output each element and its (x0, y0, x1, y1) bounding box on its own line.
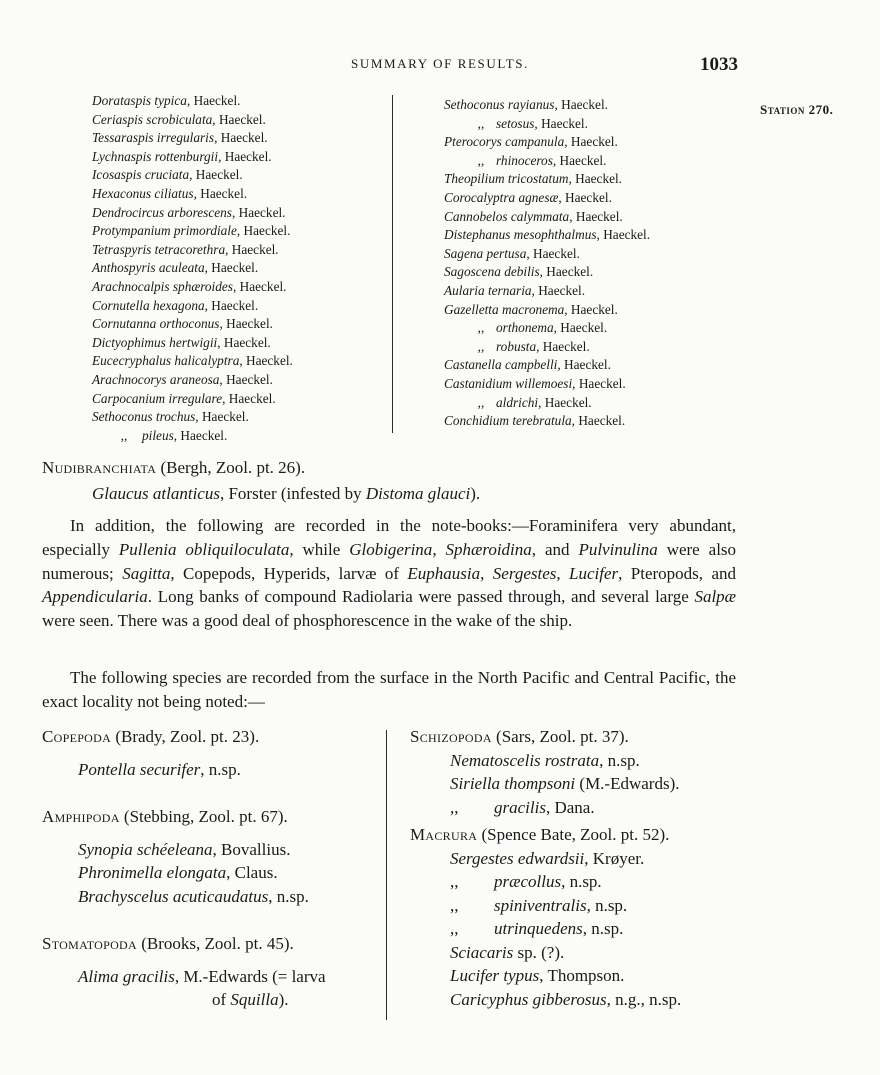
species-entry (92, 222, 293, 241)
species-entry (444, 356, 650, 375)
species-name: orthonema (496, 320, 554, 336)
species-author: , Haeckel. (526, 245, 580, 261)
species-author: , Haeckel. (536, 338, 590, 354)
ditto-mark: ,, (477, 320, 485, 336)
amphipoda-species-list (78, 838, 326, 909)
species-author: , Haeckel. (193, 185, 248, 201)
species-name: Eucecryphalus halicalyptra (92, 353, 240, 369)
species-entry (450, 917, 681, 941)
species-name: Arachnocorys araneosa (92, 371, 220, 387)
species-entry (450, 772, 681, 796)
taxon-name: Sphæroidina (445, 539, 532, 559)
species-continuation: of (212, 990, 231, 1009)
species-entry (450, 941, 681, 965)
species-entry (92, 204, 293, 223)
group-reference: (Stebbing, Zool. pt. 67). (123, 807, 288, 826)
species-tail: ). (470, 484, 481, 503)
taxon-name: Globigerina (349, 539, 433, 559)
parasite-name: Distoma glauci (365, 484, 471, 503)
species-name: gracilis (494, 797, 546, 817)
species-name: Cannobelos calymmata (444, 208, 570, 224)
species-author: , Haeckel. (553, 320, 608, 336)
species-entry (92, 185, 293, 204)
taxon-name: Euphausia (407, 563, 481, 583)
species-entry (92, 278, 293, 297)
species-author: , Haeckel. (552, 152, 607, 168)
species-name: Protympanium primordiale (92, 223, 237, 239)
species-entry (444, 189, 650, 208)
species-author: , M.-Edwards (= larva (174, 966, 326, 986)
column-divider-lower (386, 730, 387, 1020)
text-run: , (432, 539, 446, 559)
taxon-name: Lucifer (569, 563, 619, 583)
species-name: Cornutella hexagona (92, 297, 205, 313)
species-entry (92, 297, 293, 316)
species-name: Cornutanna orthoconus (92, 316, 220, 332)
ditto-mark: ,, (477, 338, 485, 354)
species-author: , Haeckel. (204, 297, 259, 313)
locality-paragraph (42, 666, 736, 714)
species-name: Aularia ternaria (444, 282, 532, 298)
species-name: Hexaconus ciliatus (92, 185, 194, 201)
species-author: , Haeckel. (186, 93, 241, 108)
species-entry (78, 838, 326, 862)
species-author: , n.sp. (561, 872, 602, 891)
species-author: , Haeckel. (219, 371, 273, 387)
species-name: Sciacaris (450, 942, 514, 962)
species-name: Icosaspis cruciata (92, 167, 190, 183)
group-reference: (Spence Bate, Zool. pt. 52). (481, 825, 670, 844)
species-author: , n.sp. (200, 759, 241, 779)
species-entry (92, 427, 293, 446)
group-name: Schizopoda (410, 727, 492, 746)
species-author: sp. (?). (513, 942, 565, 962)
species-author: , Haeckel. (239, 353, 293, 369)
species-name: præcollus (494, 872, 562, 891)
species-author: , n.sp. (582, 919, 624, 938)
species-author: , Haeckel. (569, 208, 623, 224)
text-run: , Copepods, Hyperids, larvæ of (170, 563, 408, 583)
species-name: Dorataspis typica (92, 93, 187, 108)
species-tail: ). (278, 990, 289, 1009)
species-name: Gazelletta macronema (444, 301, 565, 317)
species-author: , Haeckel. (558, 189, 612, 205)
species-name: setosus (496, 115, 535, 131)
species-entry (92, 352, 293, 371)
species-author: , Haeckel. (596, 227, 651, 243)
species-entry (444, 301, 650, 320)
species-author: (M.-Edwards). (575, 774, 680, 793)
species-entry (92, 259, 293, 278)
species-entry (92, 241, 293, 260)
species-name: utrinquedens (494, 919, 583, 938)
species-name: Sethoconus trochus (92, 409, 196, 425)
station-label: Station 270. (760, 102, 834, 117)
species-author: , Haeckel. (572, 375, 626, 391)
species-author: , Haeckel. (232, 278, 287, 294)
species-name: Brachyscelus acuticaudatus (78, 886, 269, 906)
species-entry (92, 315, 293, 334)
species-name: Caricyphus gibberosus (450, 989, 607, 1009)
species-entry (444, 375, 650, 394)
species-author: , Haeckel. (204, 260, 259, 276)
group-name: Amphipoda (42, 807, 120, 826)
species-author: , Haeckel. (557, 357, 611, 373)
paragraph-text: The following species are recorded from the surface in the North Pacific and Central Pacific, the exact locality not being noted:— (42, 668, 736, 711)
copepoda-species-list (78, 758, 326, 782)
species-name: Sergestes edwardsii (450, 848, 585, 868)
species-name: Dendrocircus arborescens (92, 204, 232, 220)
species-entry (92, 408, 293, 427)
ditto-mark: ,, (450, 872, 459, 891)
species-author: , Haeckel. (195, 409, 249, 425)
text-run: were also numerous; (42, 539, 737, 583)
species-author: , Haeckel. (236, 223, 291, 239)
species-entry (444, 338, 650, 357)
species-entry (444, 133, 650, 152)
species-name: Lychnaspis rottenburgii (92, 148, 219, 164)
species-name: spiniventralis (494, 895, 587, 915)
species-name: Siriella thompsoni (450, 774, 576, 793)
species-entry (92, 148, 293, 167)
species-entry (92, 111, 293, 130)
text-run: In addition, the following are recorded in the note-books:—Foraminifera very abundant, especially (42, 516, 736, 559)
species-name: Ceriaspis scrobiculata (92, 111, 213, 127)
species-name: Theopilium tricostatum (444, 171, 569, 187)
text-run: , Pteropods, and (618, 563, 736, 583)
group-reference: (Sars, Zool. pt. 37). (496, 727, 629, 746)
species-entry (444, 412, 650, 431)
species-author: , Claus. (226, 863, 278, 882)
text-run: . Long banks of compound Radiolaria were passed through, and several large (147, 587, 695, 607)
species-name: pileus (142, 427, 174, 443)
species-author: , Haeckel. (214, 130, 268, 146)
species-name: Anthospyris aculeata (92, 260, 205, 276)
species-entry (92, 92, 293, 111)
species-author: , Bovallius. (212, 839, 291, 859)
paragraph-text (42, 514, 736, 633)
nudibranchiata-species (92, 482, 480, 506)
species-entry (444, 170, 650, 189)
species-entry (444, 394, 650, 413)
species-author: , Haeckel. (564, 134, 618, 150)
group-name: Stomatopoda (42, 934, 137, 953)
taxon-name: Salpæ (694, 587, 736, 607)
stomatopoda-species (78, 965, 326, 1012)
species-entry (78, 861, 326, 885)
species-name: Nematoscelis rostrata (450, 750, 600, 770)
species-entry (444, 115, 650, 134)
species-author: , Haeckel. (218, 148, 272, 164)
genus-reference: Squilla (230, 990, 279, 1009)
species-author: , Haeckel. (217, 334, 271, 350)
macrura-species-list (450, 847, 681, 1012)
species-entry (78, 885, 326, 909)
species-author: , Haeckel. (538, 394, 592, 410)
amphipoda-heading (42, 805, 326, 829)
species-entry (444, 96, 650, 115)
species-entry (450, 988, 681, 1012)
group-name: Macrura (410, 825, 478, 844)
species-name: Lucifer typus (450, 966, 540, 985)
species-name: Corocalyptra agnesæ (444, 189, 559, 205)
species-entry (92, 166, 293, 185)
species-entry (92, 371, 293, 390)
species-entry (450, 749, 681, 773)
group-reference: (Bergh, Zool. pt. 26). (160, 458, 306, 477)
species-name: Dictyophimus hertwigii (92, 334, 218, 350)
species-name: Castanidium willemoesi (444, 375, 573, 391)
species-name: robusta (496, 338, 537, 354)
species-entry (92, 129, 293, 148)
taxon-name: Appendicularia (42, 587, 148, 607)
species-author: , Haeckel. (173, 427, 228, 443)
text-run: , (556, 563, 570, 583)
crustacea-left-column (42, 725, 326, 1012)
notes-paragraph (42, 514, 736, 633)
taxon-name: Sergestes (492, 563, 557, 583)
species-entry (444, 208, 650, 227)
schizopoda-species-list (450, 749, 681, 820)
ditto-mark: ,, (477, 115, 485, 131)
ditto-mark: ,, (477, 152, 485, 168)
radiolaria-list-left (92, 92, 293, 445)
species-author: , Haeckel. (539, 264, 594, 280)
species-entry (450, 894, 681, 918)
species-name: Distephanus mesophthalmus (444, 227, 597, 243)
text-run: , (480, 563, 493, 583)
group-name: Copepoda (42, 727, 112, 746)
species-entry (444, 263, 650, 282)
page-number: 1033 (700, 54, 738, 75)
running-header: SUMMARY OF RESULTS. (351, 56, 529, 71)
species-author: , Haeckel. (534, 115, 588, 131)
species-name: Carpocanium irregulare (92, 390, 223, 406)
species-name: aldrichi (496, 394, 539, 410)
species-author: , Thompson. (539, 966, 625, 985)
ditto-mark: ,, (120, 427, 128, 443)
species-author: , n.sp. (586, 895, 628, 915)
ditto-mark: ,, (450, 919, 459, 938)
stomatopoda-heading (42, 932, 326, 956)
species-name: Glaucus atlanticus (92, 484, 220, 503)
species-name: Tetraspyris tetracorethra (92, 241, 226, 257)
macrura-heading (410, 823, 681, 847)
ditto-mark: ,, (450, 797, 459, 817)
species-name: Synopia schéeleana (78, 839, 213, 859)
species-author: , Haeckel. (568, 171, 623, 187)
species-name: Sethoconus rayianus (444, 97, 555, 112)
schizopoda-heading (410, 725, 681, 749)
species-name: Phronimella elongata (78, 863, 227, 882)
column-divider (392, 95, 393, 433)
crustacea-right-column (410, 725, 681, 1011)
species-author: , Haeckel. (189, 167, 243, 183)
species-name: Pontella securifer (78, 759, 201, 779)
text-run: were seen. There was a good deal of phosphorescence in the wake of the ship. (42, 611, 573, 631)
species-author: , Haeckel. (554, 97, 608, 112)
species-author: , Haeckel. (531, 282, 586, 298)
taxon-name: Pulvinulina (578, 539, 658, 559)
species-entry (444, 226, 650, 245)
species-author: , Haeckel. (219, 316, 273, 332)
species-entry (444, 282, 650, 301)
species-author: , Dana. (545, 797, 595, 817)
species-entry (92, 390, 293, 409)
species-author: , n.g., n.sp. (606, 989, 682, 1009)
species-entry (450, 847, 681, 871)
taxon-name: Sagitta (122, 563, 171, 583)
species-name: Sagena pertusa (444, 245, 527, 261)
species-author: , Haeckel. (212, 111, 266, 127)
species-author: , Haeckel. (571, 413, 626, 429)
species-author: , Krøyer. (584, 848, 645, 868)
species-author: , n.sp. (268, 886, 309, 906)
species-author: , Haeckel. (225, 241, 279, 257)
radiolaria-list-right (444, 96, 650, 431)
group-reference: (Brady, Zool. pt. 23). (115, 727, 260, 746)
species-name: Conchidium terebratula (444, 413, 572, 429)
text-run: , while (289, 539, 350, 559)
species-name: Castanella campbelli (444, 357, 558, 373)
species-author: , n.sp. (599, 750, 640, 770)
species-author: , Haeckel. (222, 390, 276, 406)
nudibranchiata-heading (42, 456, 305, 480)
group-reference: (Brooks, Zool. pt. 45). (141, 934, 294, 953)
species-entry (450, 796, 681, 820)
species-entry (78, 758, 326, 782)
species-name: Tessaraspis irregularis (92, 130, 215, 146)
species-entry (444, 245, 650, 264)
species-name: Sagoscena debilis (444, 264, 540, 280)
species-name: Arachnocalpis sphæroides (92, 278, 233, 294)
species-author: , Haeckel. (564, 301, 618, 317)
species-entry (92, 334, 293, 353)
species-entry (450, 964, 681, 988)
species-name: rhinoceros (496, 152, 553, 168)
text-run: , and (531, 539, 579, 559)
ditto-mark: ,, (477, 394, 485, 410)
species-author: , Forster (infested by (219, 484, 366, 503)
copepoda-heading (42, 725, 326, 749)
ditto-mark: ,, (450, 895, 459, 915)
species-name: Pterocorys campanula (444, 134, 565, 150)
species-author: , Haeckel. (231, 204, 286, 220)
species-entry (444, 152, 650, 171)
group-name: Nudibranchiata (42, 458, 157, 477)
species-entry (444, 319, 650, 338)
taxon-name: Pullenia obliquiloculata (118, 539, 290, 559)
species-name: Alima gracilis (78, 966, 175, 986)
species-entry (450, 870, 681, 894)
